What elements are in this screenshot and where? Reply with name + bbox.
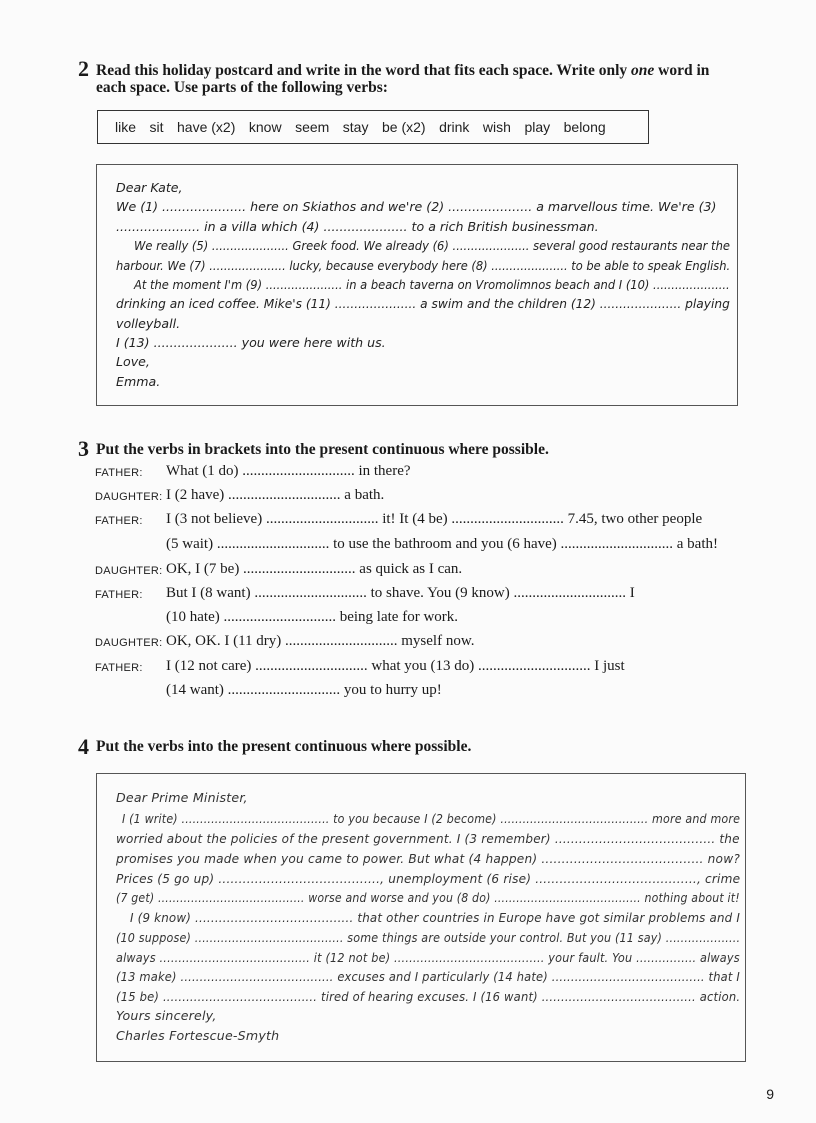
- word-item: drink: [439, 119, 470, 135]
- letter-line: (15 be) ........................................ tired of hearing excuses. I (16 want) ........................................ action.: [116, 989, 741, 1004]
- dialogue-line: What (1 do) .............................. in there?: [166, 463, 411, 479]
- postcard-line: drinking an iced coffee. Mike's (11) ..................... a swim and the children (12) ..................... playing: [116, 296, 730, 311]
- postcard-line: We really (5) ..................... Greek food. We already (6) ..................... several good restaurants near the: [134, 238, 730, 253]
- exercise-3-title: Put the verbs in brackets into the present continuous where possible.: [96, 441, 549, 458]
- exercise-2-title-cont: each space. Use parts of the following verbs:: [96, 79, 388, 96]
- word-item: like: [115, 119, 137, 135]
- postcard-line: Dear Kate,: [116, 180, 183, 195]
- postcard-line: Love,: [116, 354, 150, 369]
- speaker-label: DAUGHTER:: [95, 565, 163, 577]
- letter-line: I (9 know) ........................................ that other countries in Europe have got similar problems and I: [130, 910, 741, 925]
- dialogue-line: But I (8 want) .............................. to shave. You (9 know) .............................. I: [166, 585, 635, 601]
- speaker-label: DAUGHTER:: [95, 491, 163, 503]
- dialogue-line: I (12 not care) .............................. what you (13 do) .............................. I just: [166, 658, 625, 674]
- dialogue-line: I (3 not believe) .............................. it! It (4 be) .............................. 7.45, two other people: [166, 511, 703, 527]
- word-item: stay: [342, 119, 369, 135]
- speaker-label: FATHER:: [95, 662, 143, 674]
- dialogue-line: OK, OK. I (11 dry) .............................. myself now.: [166, 633, 475, 649]
- postcard-line: harbour. We (7) ..................... lucky, because everybody here (8) ..................... to be able to speak English.: [116, 258, 731, 273]
- word-item: be (x2): [381, 119, 426, 135]
- word-item: seem: [295, 119, 330, 135]
- word-item: wish: [482, 119, 511, 135]
- letter-text: [96, 773, 746, 1062]
- letter-line: promises you made when you came to power. But what (4 happen) ........................................ now?: [116, 851, 740, 866]
- letter-line: always ........................................ it (12 not be) ........................................ your fault. You ................ always: [116, 950, 740, 965]
- speaker-label: FATHER:: [95, 515, 143, 527]
- postcard-line: We (1) ..................... here on Skiathos and we're (2) ..................... a marvellous time. We're (3): [116, 199, 717, 214]
- word-item: belong: [563, 119, 606, 135]
- postcard-line: Emma.: [116, 374, 161, 389]
- postcard-line: I (13) ..................... you were here with us.: [116, 335, 386, 350]
- letter-line: Charles Fortescue-Smyth: [116, 1028, 280, 1043]
- word-item: have (x2): [177, 119, 236, 135]
- dialogue-line: (5 wait) .............................. to use the bathroom and you (6 have) .............................. a bath!: [166, 536, 718, 552]
- exercise-2-number: 2: [78, 56, 89, 81]
- word-box: [97, 110, 649, 144]
- letter-line: (7 get) ........................................ worse and worse and you (8 do) ........................................ nothing about it!: [116, 890, 740, 905]
- exercise-3-number: 3: [78, 436, 89, 461]
- speaker-label: FATHER:: [95, 589, 143, 601]
- postcard-line: volleyball.: [116, 316, 181, 331]
- letter-line: (13 make) ........................................ excuses and I particularly (14 hate) ........................................ that I: [116, 969, 740, 984]
- word-item: know: [248, 119, 282, 135]
- exercise-4-title: Put the verbs into the present continuous where possible.: [96, 738, 472, 755]
- letter-line: Dear Prime Minister,: [116, 790, 248, 805]
- letter-line: Prices (5 go up) ........................................, unemployment (6 rise) ........................................, crime: [116, 871, 741, 886]
- exercise-4-number: 4: [78, 734, 89, 759]
- word-item: play: [524, 119, 551, 135]
- postcard-line: ..................... in a villa which (4) ..................... to a rich British businessman.: [116, 219, 599, 234]
- dialogue-line: (14 want) .............................. you to hurry up!: [166, 682, 442, 698]
- letter-line: (10 suppose) ........................................ some things are outside your control. But you (11 say) ....................: [116, 930, 741, 945]
- dialogue-line: I (2 have) .............................. a bath.: [166, 487, 385, 503]
- letter-line: worried about the policies of the present government. I (3 remember) ........................................ the: [116, 831, 740, 846]
- postcard-line: At the moment I'm (9) ..................... in a beach taverna on Vromolimnos beach and I (10) .....................: [134, 277, 730, 292]
- dialogue-line: (10 hate) .............................. being late for work.: [166, 609, 459, 625]
- page-number: 9: [766, 1086, 774, 1102]
- postcard-text: [96, 164, 738, 406]
- letter-line: I (1 write) ........................................ to you because I (2 become) ........................................ more and more: [122, 811, 741, 826]
- exercise-2-title: Read this holiday postcard and write in the word that fits each space. Write only one word in: [96, 62, 710, 79]
- speaker-label: DAUGHTER:: [95, 637, 163, 649]
- word-item: sit: [149, 119, 164, 135]
- dialogue-line: OK, I (7 be) .............................. as quick as I can.: [166, 561, 463, 577]
- letter-line: Yours sincerely,: [116, 1008, 217, 1023]
- speaker-label: FATHER:: [95, 467, 143, 479]
